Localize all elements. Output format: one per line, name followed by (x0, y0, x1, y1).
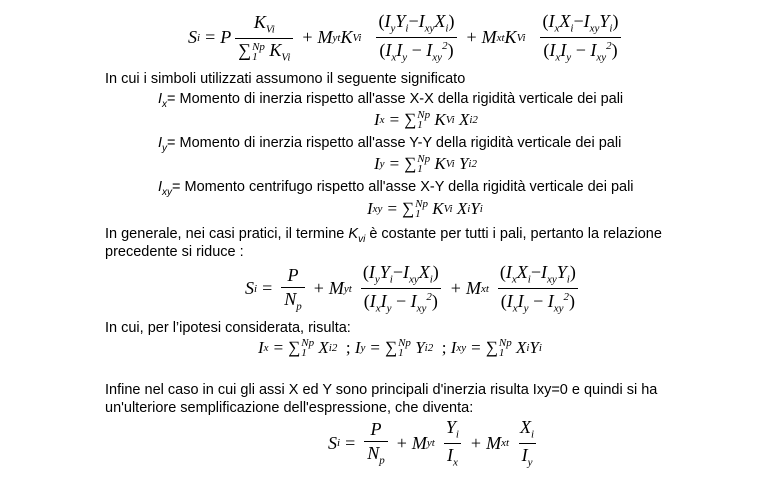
kvi-symbol: K (348, 226, 359, 242)
equation-moments: I x = ∑ Np 1 X i 2 ; I y = ∑ Np 1 Y i 2 ; I xy = ∑ Np 1 X i Y i (258, 337, 542, 359)
general-line-2: precedente si riduce : (105, 244, 244, 260)
equation-si-full: S i = P $K_{Vi}$ ∑ Np 1 $K_{Vi}$ + M yt K Vi $\frac{(I_yY_i-I_{xy}X_i)}{(I_xI_y - I_{xy}^2)}$ + M xt K Vi $\frac{(I_xX_i-I_{xy}Y_i)}{(I_xI_y - I_{xy}^2)}$ (188, 12, 625, 64)
equation-si-principal: S i = $\frac{P}{N_p}$ + M yt $\frac{Y_i}{I_x}$ + M xt $\frac{X_i}{I_y}$ (328, 417, 535, 469)
ixy-sub: xy (162, 186, 173, 198)
kvi-sub: vi (358, 233, 366, 245)
equation-iy: I y = ∑ Np 1 K Vi Y i 2 (374, 153, 477, 175)
ixy-def-text: = Momento centrifugo rispetto all'asse X-Y della rigidità verticale dei pali (172, 179, 634, 195)
equation-ix: I x = ∑ Np 1 K Vi X i 2 (374, 109, 478, 131)
equation-ixy: I xy = ∑ Np 1 K Vi X i Y i (367, 198, 483, 220)
iy-sub: y (162, 142, 168, 154)
ix-def-text: = Momento di inerzia rispetto all'asse X-X della rigidità verticale dei pali (167, 91, 624, 107)
infine-line-1: Infine nel caso in cui gli assi X ed Y sono principali d'inerzia risulta Ixy=0 e quindi si ha (105, 382, 658, 398)
ixy-symbol: I (158, 179, 163, 195)
general-text-a: In generale, nei casi pratici, il termine (105, 226, 349, 242)
iy-symbol: I (158, 135, 163, 151)
ix-sub: x (162, 98, 168, 110)
intro-line: In cui i simboli utilizzati assumono il seguente significato (105, 71, 466, 87)
ix-symbol: I (158, 91, 163, 107)
equation-si-reduced: S i = $\frac{P}{N_p}$ + M yt $\frac{(I_yY_i-I_{xy}X_i)}{(I_xI_y - I_{xy}^2)}$ + M xt $\frac{(I_xX_i-I_{xy}Y_i)}{(I_xI_y - I_{xy}^2)}$ (245, 263, 583, 315)
general-text-b: è costante per tutti i pali, pertanto la relazione (365, 226, 662, 242)
infine-line-2: un'ulteriore semplificazione dell'espressione, che diventa: (105, 400, 474, 416)
ipotesi-line: In cui, per l’ipotesi considerata, risulta: (105, 320, 351, 336)
ixy-definition (158, 179, 634, 201)
iy-def-text: = Momento di inerzia rispetto all'asse Y-Y della rigidità verticale dei pali (167, 135, 622, 151)
